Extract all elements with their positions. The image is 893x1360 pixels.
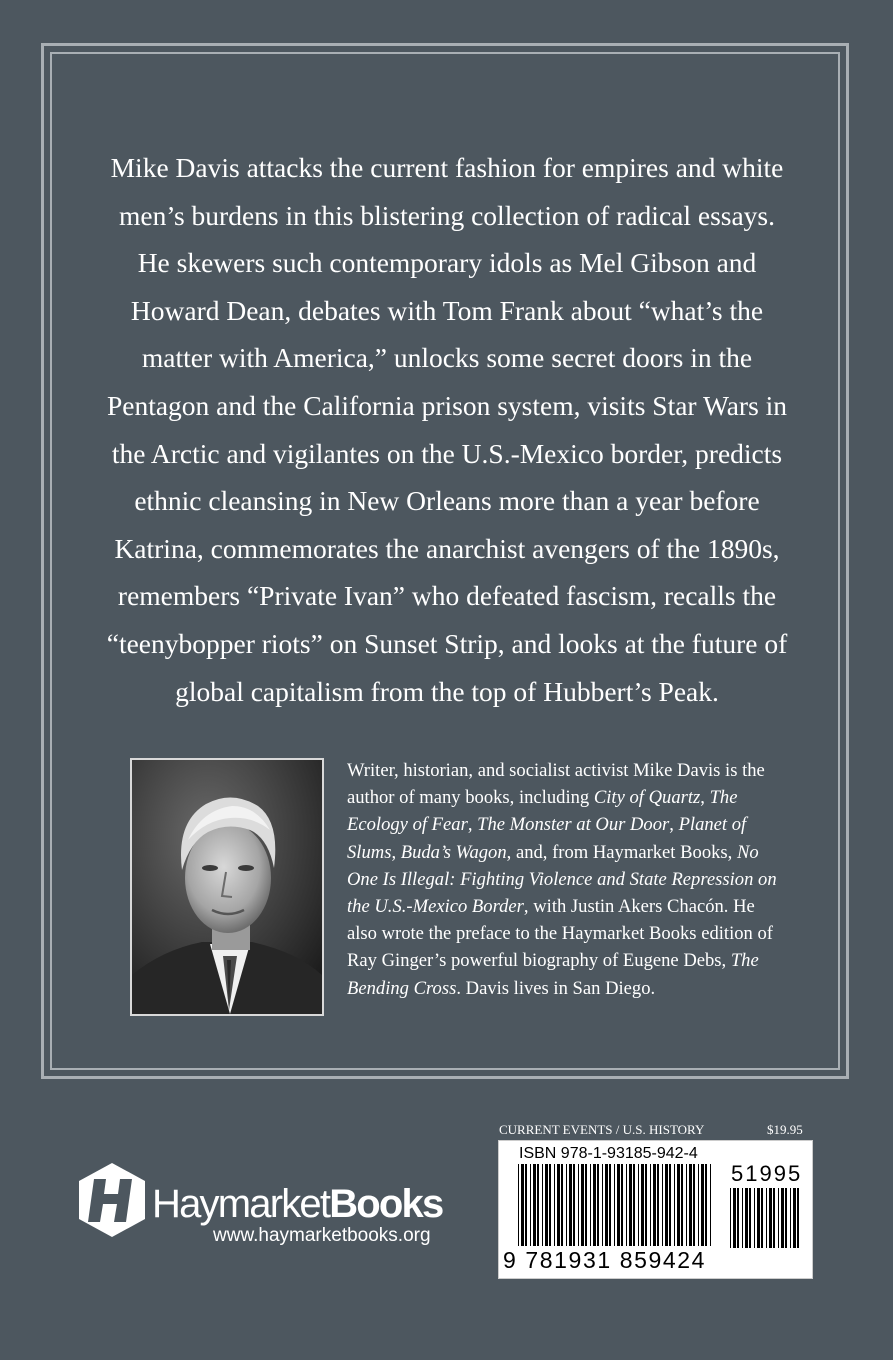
barcode-bar bbox=[537, 1164, 539, 1246]
barcode-bar bbox=[686, 1164, 687, 1246]
bio-text: , bbox=[700, 787, 710, 809]
publisher-name-regular: Haymarket bbox=[152, 1182, 330, 1226]
barcode-bar bbox=[693, 1164, 695, 1246]
blurb-line: global capitalism from the top of Hubbert’s Peak. bbox=[175, 675, 719, 707]
barcode-bar bbox=[742, 1188, 743, 1248]
barcode-bar bbox=[730, 1188, 731, 1248]
barcode-bar bbox=[705, 1164, 707, 1246]
barcode-bar bbox=[641, 1164, 644, 1246]
barcode-bar bbox=[650, 1164, 651, 1246]
blurb-line: ethnic cleansing in New Orleans more than a year before bbox=[134, 485, 760, 517]
barcode-bar bbox=[590, 1164, 591, 1246]
barcode-bar bbox=[602, 1164, 603, 1246]
barcode-bar bbox=[549, 1164, 551, 1246]
barcode-bar bbox=[698, 1164, 699, 1246]
barcode-bar bbox=[733, 1188, 736, 1248]
publisher-name bbox=[152, 1184, 442, 1224]
bio-text: , bbox=[669, 814, 679, 836]
barcode-bar bbox=[638, 1164, 639, 1246]
barcode-bar bbox=[710, 1164, 711, 1246]
barcode-bar bbox=[617, 1164, 620, 1246]
barcode-bar bbox=[569, 1164, 572, 1246]
haymarket-h-logo-icon bbox=[75, 1160, 149, 1240]
book-title: No One Is Illegal: Fighting Violence and State Repression on the U.S.-Mexico Border bbox=[347, 841, 777, 918]
barcode-bar bbox=[669, 1164, 671, 1246]
price-code-label: 51995 bbox=[731, 1161, 803, 1186]
barcode-bar bbox=[657, 1164, 659, 1246]
barcode-bar bbox=[585, 1164, 587, 1246]
book-title: The Ecology of Fear bbox=[347, 787, 738, 836]
barcode-bar bbox=[681, 1164, 683, 1246]
barcode-bar bbox=[593, 1164, 596, 1246]
barcode-bar bbox=[781, 1188, 784, 1248]
barcode-bar bbox=[757, 1188, 760, 1248]
barcode-bar bbox=[554, 1164, 555, 1246]
book-title: The Monster at Our Door bbox=[477, 814, 670, 836]
barcode-bar bbox=[662, 1164, 663, 1246]
barcode-bar bbox=[530, 1164, 531, 1246]
category-label: CURRENT EVENTS / U.S. HISTORY bbox=[499, 1122, 705, 1137]
blurb-line: the Arctic and vigilantes on the U.S.-Mexico border, predicts bbox=[111, 437, 783, 469]
barcode-bar bbox=[797, 1188, 799, 1248]
barcode-bar bbox=[561, 1164, 563, 1246]
barcode-bar bbox=[785, 1188, 787, 1248]
bio-text: , with Justin Akers Chacón. He also wrote the preface to the Haymarket Books edition of Ray Ginger’s powerful biography of Eugene Debs, bbox=[347, 896, 773, 972]
barcode-bar bbox=[749, 1188, 751, 1248]
barcode-bar bbox=[521, 1164, 524, 1246]
barcode-bar bbox=[518, 1164, 519, 1246]
barcode-bar bbox=[629, 1164, 632, 1246]
price-label: $19.95 bbox=[767, 1122, 803, 1137]
blurb-line: Pentagon and the California prison system, visits Star Wars in bbox=[106, 389, 788, 421]
blurb-line: Katrina, commemorates the anarchist avengers of the 1890s, bbox=[114, 532, 780, 564]
barcode-bar bbox=[614, 1164, 615, 1246]
barcode-bar bbox=[597, 1164, 599, 1246]
ean-barcode bbox=[518, 1164, 718, 1248]
publisher-logo bbox=[75, 1160, 455, 1260]
barcode-bar bbox=[737, 1188, 739, 1248]
barcode-bar bbox=[545, 1164, 548, 1246]
bio-text: . Davis lives in San Diego. bbox=[456, 977, 656, 999]
blurb-line: Mike Davis attacks the current fashion for empires and white bbox=[110, 152, 784, 183]
barcode-bar bbox=[778, 1188, 779, 1248]
barcode-bar bbox=[653, 1164, 656, 1246]
blurb-line: He skewers such contemporary idols as Mel Gibson and bbox=[137, 247, 757, 279]
barcode-bar bbox=[773, 1188, 775, 1248]
author-bio bbox=[347, 757, 779, 1002]
barcode-bar bbox=[557, 1164, 560, 1246]
barcode-bar bbox=[790, 1188, 791, 1248]
barcode-bar bbox=[578, 1164, 579, 1246]
ean-digits: 9 781931 859424 bbox=[503, 1247, 707, 1273]
barcode-bar bbox=[677, 1164, 680, 1246]
isbn-label: ISBN 978-1-93185-942-4 bbox=[519, 1145, 698, 1162]
barcode-bar bbox=[573, 1164, 575, 1246]
back-cover-blurb bbox=[86, 144, 808, 715]
barcode-bar bbox=[581, 1164, 584, 1246]
barcode-bar bbox=[793, 1188, 796, 1248]
barcode-bar bbox=[689, 1164, 692, 1246]
book-title: Planet of Slums bbox=[347, 814, 747, 863]
barcode-bar bbox=[609, 1164, 611, 1246]
barcode-bar bbox=[766, 1188, 767, 1248]
bio-text: , and, from Haymarket Books, bbox=[506, 841, 737, 863]
barcode-bar bbox=[533, 1164, 536, 1246]
bio-text: , bbox=[467, 814, 478, 836]
barcode-bar bbox=[626, 1164, 627, 1246]
barcode-bar bbox=[701, 1164, 704, 1246]
bio-text: , bbox=[391, 841, 401, 863]
barcode-bar bbox=[754, 1188, 755, 1248]
barcode-bar bbox=[674, 1164, 675, 1246]
barcode-bar bbox=[745, 1188, 748, 1248]
blurb-line: “teenybopper riots” on Sunset Strip, and looks at the future of bbox=[106, 627, 788, 659]
blurb-line: matter with America,” unlocks some secret doors in the bbox=[141, 342, 753, 374]
price-addon-barcode bbox=[730, 1188, 802, 1272]
blurb-line: Howard Dean, debates with Tom Frank about “what’s the bbox=[130, 294, 764, 326]
book-title: Buda’s Wagon bbox=[400, 841, 507, 863]
blurb-line: remembers “Private Ivan” who defeated fascism, recalls the bbox=[117, 580, 777, 612]
barcode-bar bbox=[645, 1164, 647, 1246]
book-title: City of Quartz bbox=[593, 787, 701, 809]
blurb-line: men’s burdens in this blistering collection of radical essays. bbox=[118, 199, 776, 231]
barcode-bar bbox=[566, 1164, 567, 1246]
barcode-bar bbox=[525, 1164, 527, 1246]
author-photo bbox=[130, 758, 324, 1016]
barcode-bar bbox=[633, 1164, 635, 1246]
barcode-bar bbox=[761, 1188, 763, 1248]
publisher-url: www.haymarketbooks.org bbox=[213, 1225, 431, 1246]
book-title: The Bending Cross bbox=[347, 950, 759, 999]
barcode-bar bbox=[665, 1164, 668, 1246]
bio-text: Writer, historian, and socialist activist Mike Davis is the author of many books, including bbox=[347, 760, 765, 809]
barcode-bar bbox=[605, 1164, 608, 1246]
barcode-bar bbox=[769, 1188, 772, 1248]
barcode-bar bbox=[542, 1164, 543, 1246]
barcode-bar bbox=[621, 1164, 623, 1246]
publisher-name-bold: Books bbox=[329, 1182, 443, 1226]
